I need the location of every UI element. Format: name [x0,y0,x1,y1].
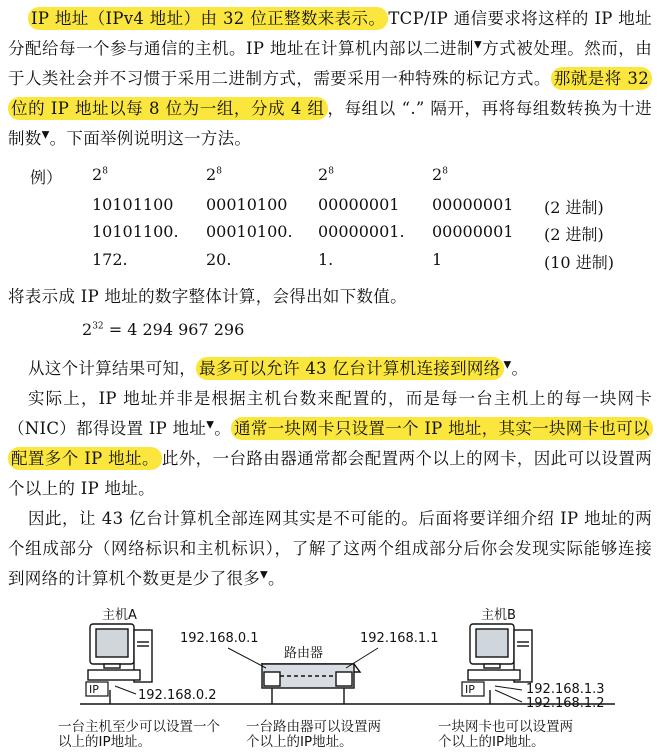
callout-line [228,648,266,668]
power-2: $2^8$ [206,165,222,184]
cell: 00000001 [432,222,514,241]
host-b-ip-2: 192.168.1.2 [526,696,605,711]
host-a-label: 主机A [102,608,137,623]
power-4: $2^8$ [432,165,448,184]
footnote-marker: ▼ [260,569,268,581]
example-label: 例） [30,168,63,187]
cell: 00010100 [206,195,288,214]
router-ip-left: 192.168.0.1 [180,631,259,646]
paragraph-2: 将表示成 IP 地址的数字整体计算，会得出如下数值。 [8,287,407,306]
paragraph-1: IP 地址（IPv4 地址）由 32 位正整数来表示。 TCP/IP 通信要求将这样的 IP 地址分配给每一个参与通信的主机。IP 地址在计算机内部以二进制▼方式被处理。然而，由于人类社会并不习惯于采用二进制方式，需要采用一种特殊的标记方式。 那就是将 32 位的 IP 地址以每 8 位为一组，分成 4 组 ，每组以 “.” 隔开，再将每组数转换为十进制数▼。下面举例说明这一方法。 [8,9,652,148]
formula: $2^{32} = 4$ 294 967 296 [82,320,245,339]
host-b-ip-1: 192.168.1.3 [526,682,605,697]
cell: 1 [432,250,443,269]
cell: 10101100 [92,195,174,214]
paragraph-5: 因此，让 43 亿台计算机全部连网其实是不可能的。后面将要详细介绍 IP 地址的两个组成部分（网络标识和主机标识），了解了这两个组成部分后你会发现实际能够连接到网络的计算机个数更是少了很多▼。 [8,509,652,588]
callout-line [115,686,136,694]
caption-host-b: 一块网卡也可以设置两个以上的IP地址。 [438,719,573,750]
cell: 00000001. [318,222,405,241]
router-ip-right: 192.168.1.1 [360,631,439,646]
caption-router: 一台路由器可以设置两个以上的IP地址。 [246,719,381,750]
cell: 20. [206,250,232,269]
router-icon [262,664,360,704]
host-a-ip: 192.168.0.2 [138,688,217,703]
footnote-marker: ▼ [503,359,512,371]
cell: 10101100. [92,222,179,241]
highlight: IP 地址（IPv4 地址）由 32 位正整数来表示。 [28,7,388,30]
ip-label: IP [465,683,475,696]
cell: 1. [318,250,334,269]
footnote-marker: ▼ [206,419,215,431]
cell: 00010100. [206,222,293,241]
footnote-marker: ▼ [473,39,483,51]
row-note: (2 进制) [544,198,604,217]
callout-line [346,648,378,668]
power-3: $2^8$ [318,165,334,184]
paragraph-4: 实际上，IP 地址并非是根据主机台数来配置的，而是每一台主机上的每一块网卡（NIC）都得设置 IP 地址▼。 通常一块网卡只设置一个 IP 地址，其实一块网卡也可以配置多个 IP 地址。 此外，一台路由器通常都会配置两个以上的网卡，因此可以设置两个以上的 IP 地址。 [8,389,652,498]
caption-host-a: 一台主机至少可以设置一个以上的IP地址。 [58,719,220,750]
highlight: 最多可以允许 43 亿台计算机连接到网络 [196,357,504,380]
callout-line [495,690,522,702]
cell: 172. [92,250,128,269]
highlight: 通常一块网卡只设置一个 IP 地址，其实一块网卡也可以配置多个 IP 地址。 [8,417,653,470]
cell: 00000001 [432,195,514,214]
footnote-marker: ▼ [41,129,50,141]
row-note: (10 进制) [544,253,614,272]
paragraph-3: 从这个计算结果可知， 最多可以允许 43 亿台计算机连接到网络 ▼。 [28,359,529,378]
host-b-label: 主机B [481,608,516,623]
callout-line [495,686,522,690]
highlight: 那就是将 32 位的 IP 地址以每 8 位为一组，分成 4 组 [8,67,652,120]
row-note: (2 进制) [544,225,604,244]
router-label: 路由器 [284,646,324,661]
power-1: $2^8$ [92,165,108,184]
ip-label: IP [89,683,99,696]
cell: 00000001 [318,195,400,214]
